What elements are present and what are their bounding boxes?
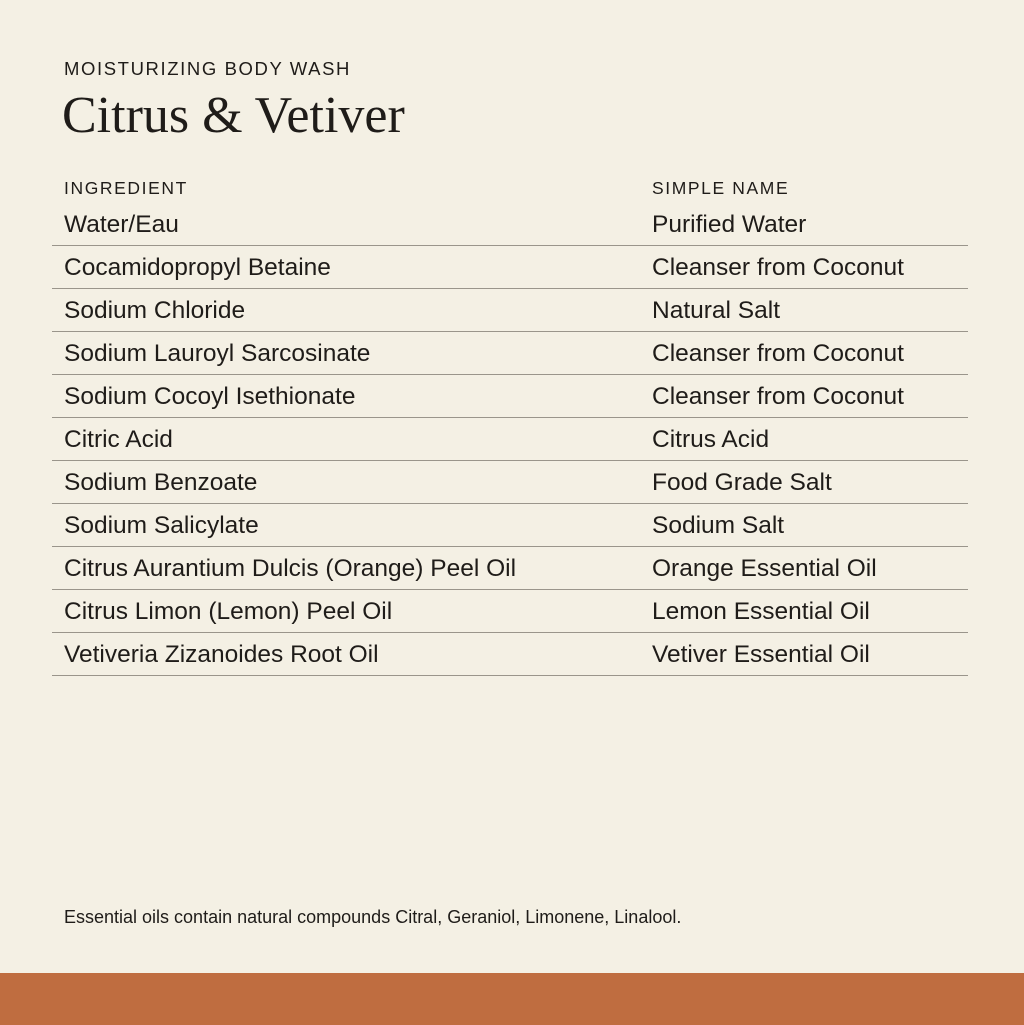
footnote: Essential oils contain natural compounds Citral, Geraniol, Limonene, Linalool. — [64, 907, 682, 927]
simple-name-cell: Cleanser from Coconut — [652, 340, 904, 367]
table-row — [52, 289, 968, 332]
column-header-ingredient: INGREDIENT — [64, 178, 188, 198]
simple-name-cell: Cleanser from Coconut — [652, 383, 904, 410]
simple-name-cell: Lemon Essential Oil — [652, 598, 870, 625]
table-row — [52, 461, 968, 504]
simple-name-cell: Purified Water — [652, 211, 807, 238]
simple-name-cell: Citrus Acid — [652, 426, 770, 453]
table-row — [52, 418, 968, 461]
product-title: Citrus & Vetiver — [62, 87, 405, 144]
ingredient-cell: Sodium Salicylate — [64, 512, 259, 539]
ingredient-cell: Citrus Aurantium Dulcis (Orange) Peel Oil — [64, 555, 517, 582]
ingredient-cell: Sodium Lauroyl Sarcosinate — [64, 340, 371, 367]
simple-name-cell: Vetiver Essential Oil — [652, 641, 870, 668]
ingredient-cell: Sodium Cocoyl Isethionate — [64, 383, 356, 410]
ingredient-cell: Cocamidopropyl Betaine — [64, 254, 331, 281]
ingredient-cell: Sodium Benzoate — [64, 469, 258, 496]
ingredient-cell: Citrus Limon (Lemon) Peel Oil — [64, 598, 393, 625]
simple-name-cell: Food Grade Salt — [652, 469, 832, 496]
table-row — [52, 375, 968, 418]
footer-color-band — [0, 973, 1024, 1025]
ingredient-cell: Sodium Chloride — [64, 297, 246, 324]
table-row — [52, 547, 968, 590]
table-row — [52, 246, 968, 289]
column-header-simple-name: SIMPLE NAME — [652, 178, 790, 198]
simple-name-cell: Orange Essential Oil — [652, 555, 877, 582]
table-row — [52, 590, 968, 633]
ingredients-table — [52, 175, 968, 676]
table-row — [52, 504, 968, 547]
table-row — [52, 332, 968, 375]
table-row — [52, 633, 968, 676]
table-header-row — [52, 175, 968, 203]
ingredient-cell: Vetiveria Zizanoides Root Oil — [64, 641, 379, 668]
simple-name-cell: Natural Salt — [652, 297, 781, 324]
simple-name-cell: Cleanser from Coconut — [652, 254, 904, 281]
simple-name-cell: Sodium Salt — [652, 512, 785, 539]
table-row — [52, 203, 968, 246]
ingredient-cell: Water/Eau — [64, 211, 179, 238]
ingredient-cell: Citric Acid — [64, 426, 173, 453]
product-type-label: MOISTURIZING BODY WASH — [64, 58, 352, 79]
table-body — [52, 203, 968, 676]
